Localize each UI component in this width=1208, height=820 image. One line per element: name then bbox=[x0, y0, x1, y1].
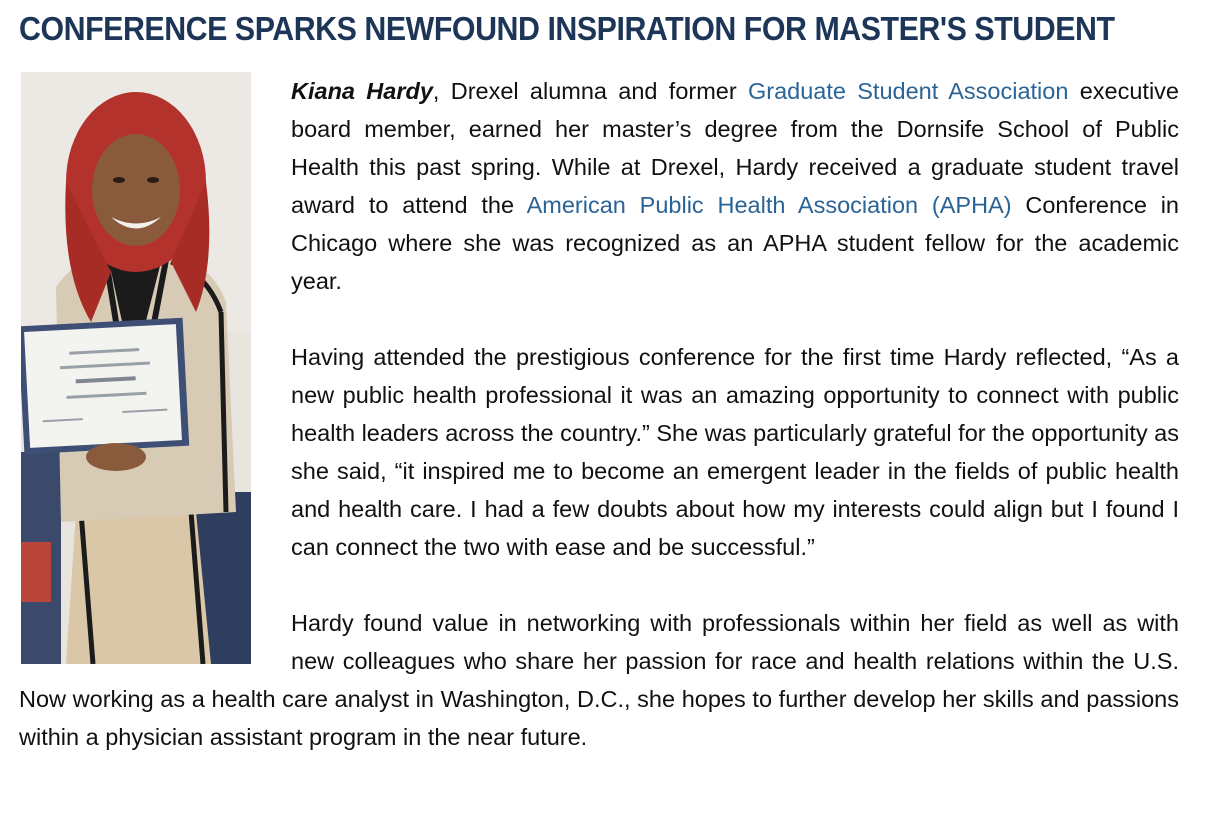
article-headline: CONFERENCE SPARKS NEWFOUND INSPIRATION FOR MASTER'S STUDENT bbox=[19, 10, 1115, 47]
gsa-link[interactable]: Graduate Student Association bbox=[747, 78, 1069, 104]
article-body bbox=[19, 72, 1179, 756]
intro-text-c: Conference in Chicago where she was recognized as an APHA student fellow for the academic year. bbox=[291, 192, 1179, 294]
paragraph-closing: Hardy found value in networking with professionals within her field as well as with new colleagues who share her passion for race and health relations within the U.S. Now working as a health care analyst in Washington, D.C., she hopes to further develop her skills and passions within a physician assistant program in the near future. bbox=[19, 610, 1179, 750]
paragraph-quote: Having attended the prestigious conference for the first time Hardy reflected, “As a new public health professional it was an amazing opportunity to connect with public health leaders across the country.” She was particularly grateful for the opportunity as she said, “it inspired me to become an emergent leader in the fields of public health and health care. I had a few doubts about how my interests could align but I found I can connect the two with ease and be successful.” bbox=[291, 344, 1179, 560]
photo-spacer bbox=[19, 72, 291, 664]
person-name: Kiana Hardy bbox=[291, 78, 433, 104]
intro-text-b: executive board member, earned her master’s degree from the Dornsife School of Public Health this past spring. While at Drexel, Hardy received a graduate student travel award to attend the bbox=[291, 78, 1179, 218]
intro-text-a: , Drexel alumna and former bbox=[432, 78, 748, 104]
apha-link[interactable]: American Public Health Association (APHA) bbox=[526, 192, 1012, 218]
